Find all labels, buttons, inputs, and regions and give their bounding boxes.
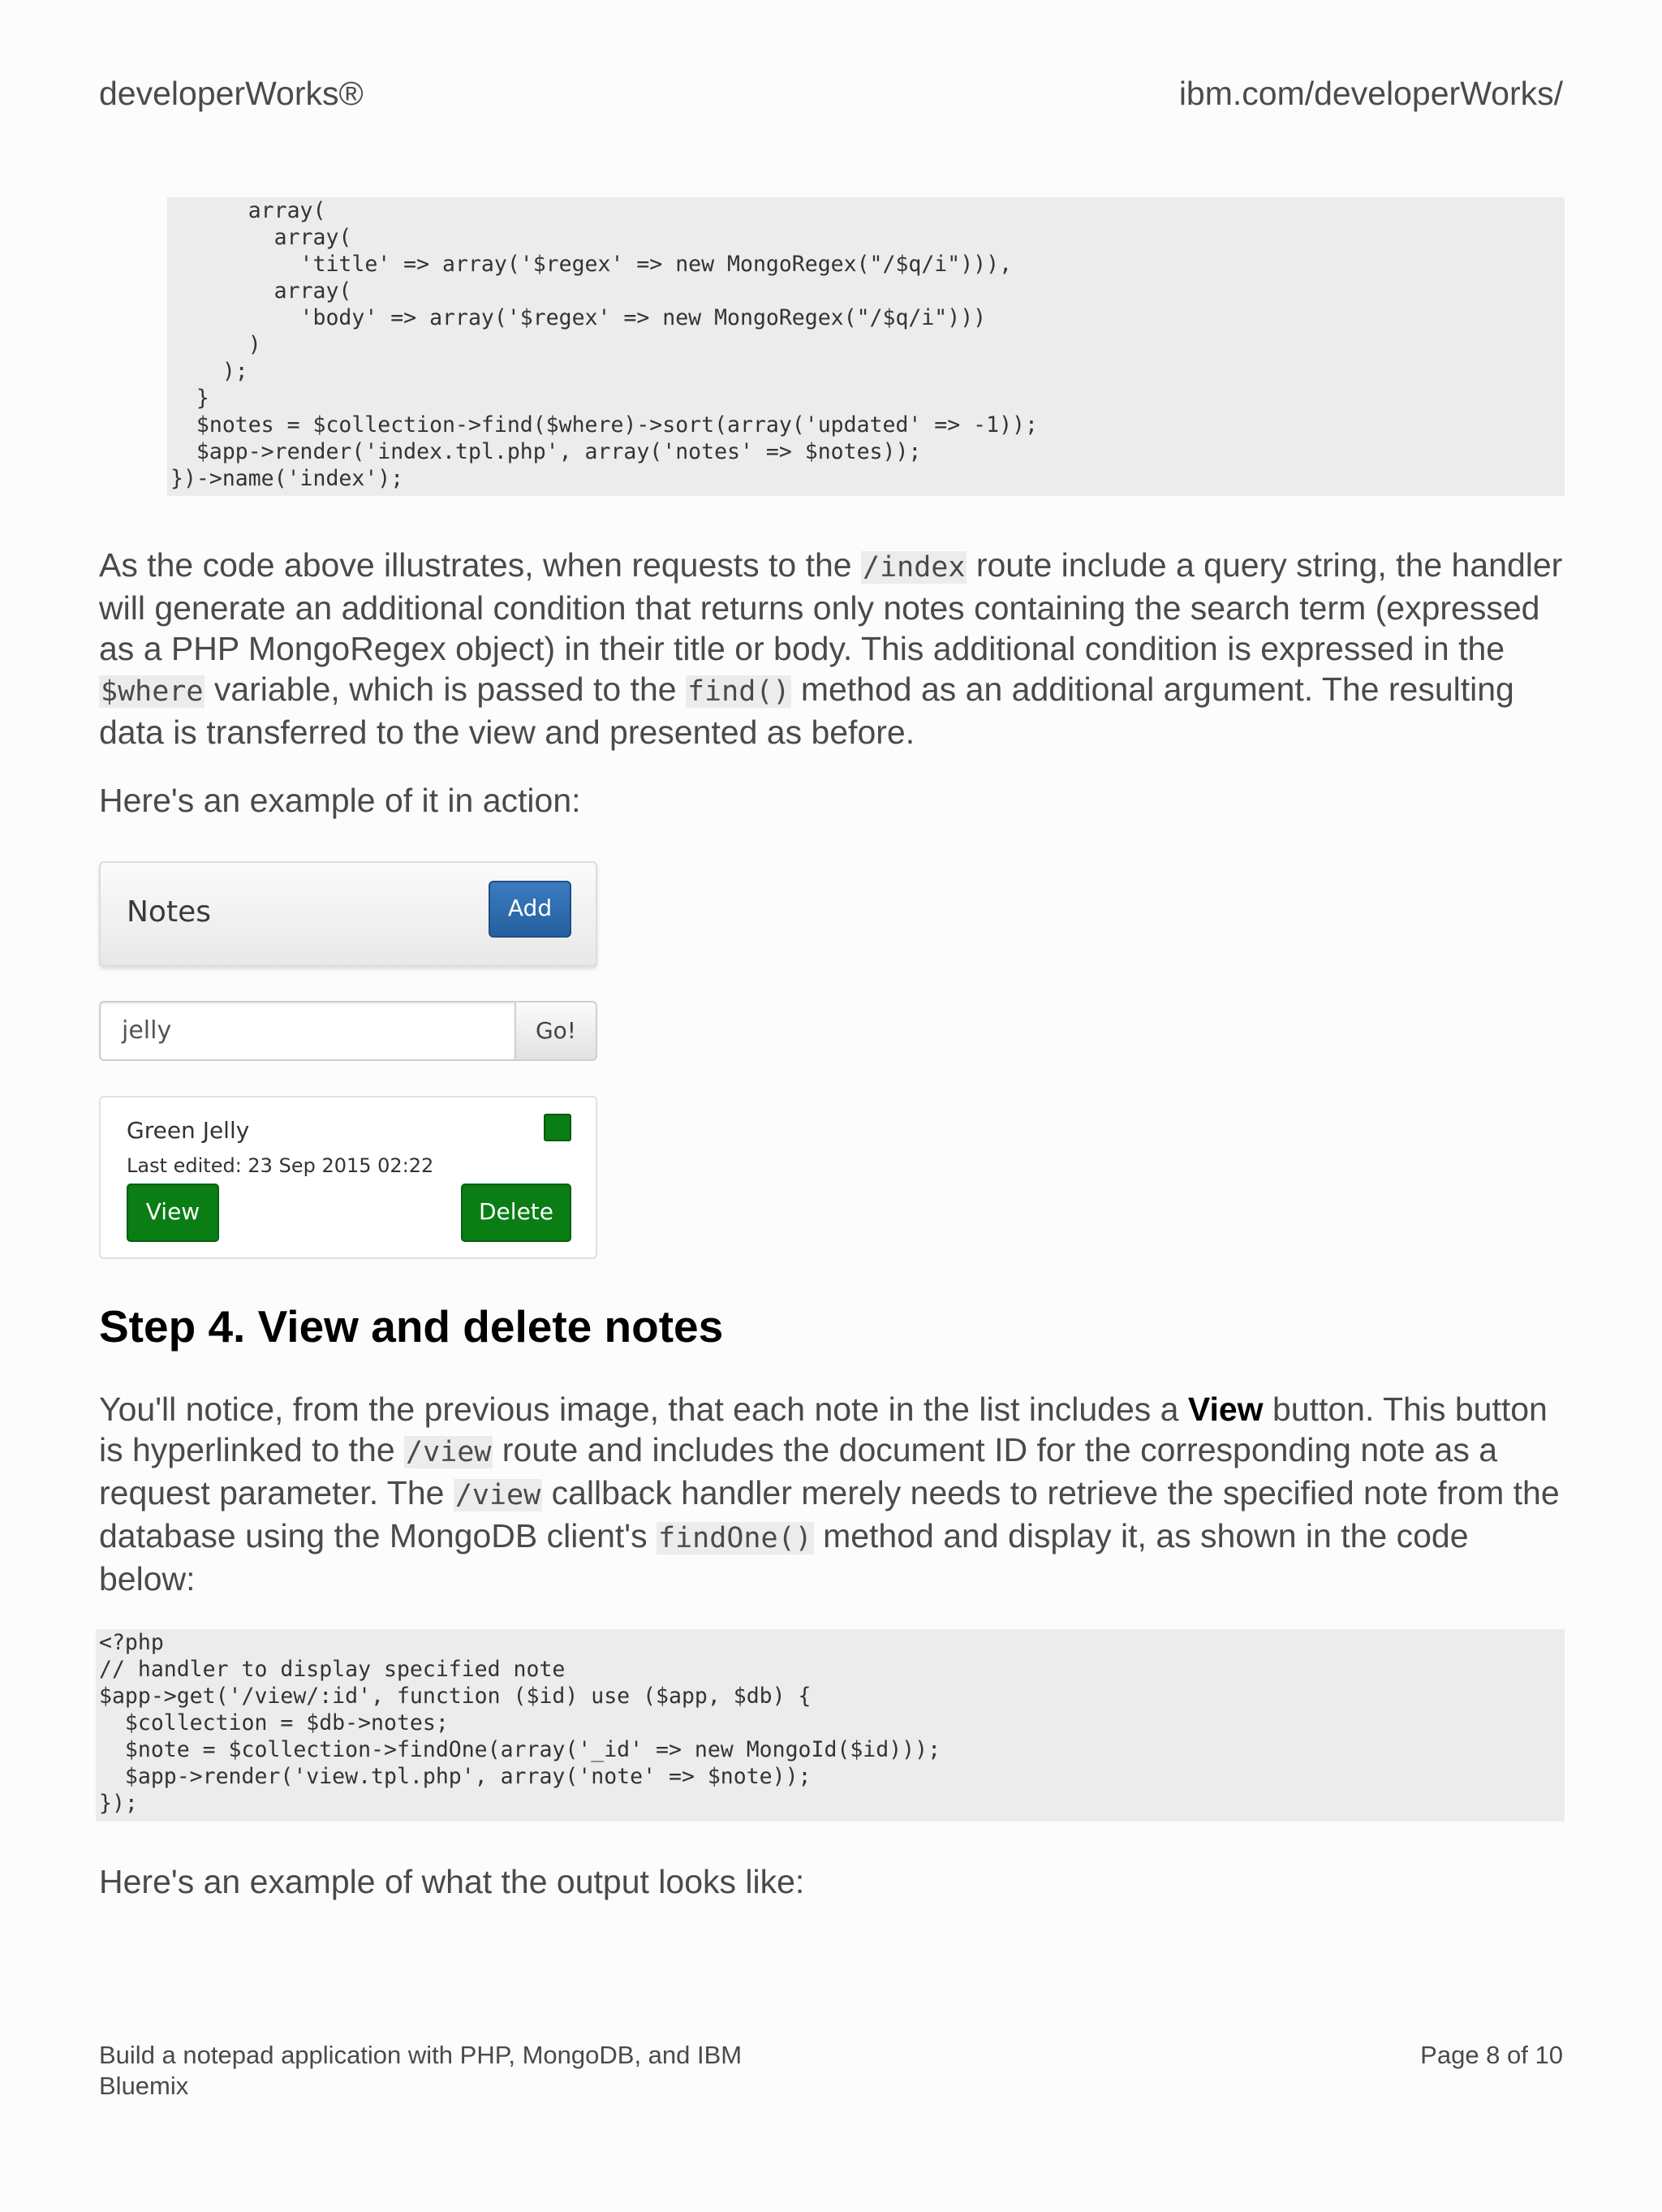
- add-button[interactable]: Add: [489, 881, 571, 938]
- footer-page-number: Page 8 of 10: [1420, 2041, 1563, 2069]
- inline-code-view-callback: /view: [454, 1479, 541, 1511]
- note-title: Green Jelly: [127, 1117, 250, 1144]
- paragraph-view-explanation: You'll notice, from the previous image, that each note in the list includes a View button. This button is hyperlinked to the /view route and includes the document ID for the corresponding note as a request parameter. The /view callback handler merely needs to retrieve the specified note from the database using the MongoDB client's findOne() method and display it, as shown in the code below:: [99, 1391, 1560, 1598]
- app-navbar: [99, 861, 597, 967]
- go-button[interactable]: Go!: [515, 1001, 597, 1061]
- search-input[interactable]: jelly: [99, 1001, 516, 1061]
- inline-code-findone: findOne(): [658, 1522, 812, 1554]
- header-site-name: developerWorks®: [99, 75, 364, 112]
- header-site-url: ibm.com/developerWorks/: [1178, 75, 1563, 112]
- inline-code-where: $where: [101, 675, 204, 708]
- section-heading: Step 4. View and delete notes: [99, 1301, 724, 1352]
- inline-code-index: /index: [863, 551, 966, 584]
- note-color-swatch: [544, 1114, 571, 1141]
- paragraph-example-intro: Here's an example of it in action:: [99, 782, 581, 819]
- paragraph-index-explanation: As the code above illustrates, when requests to the /index route include a query string, the handler will generate an additional condition that returns only notes containing the search term (expressed as a PHP MongoRegex object) in their title or body. This additional condition is expressed in the $where variable, which is passed to the find() method as an additional argument. The resulting data is transferred to the view and presented as before.: [99, 546, 1563, 751]
- app-screenshot: [99, 861, 597, 1259]
- inline-code-find: find(): [687, 675, 790, 708]
- code-block-index-handler: array( array( 'title' => array('$regex' => new MongoRegex("/$q/i"))), array( 'body' => array('$regex' => new MongoRegex("/$q/i"))) ) ); } $notes = $collection->find($where)->sort(array('updated' => -1)); $app->render('index.tpl.php', array('notes' => $notes)); })->name('index');: [167, 197, 1565, 496]
- paragraph-output-intro: Here's an example of what the output looks like:: [99, 1863, 805, 1900]
- note-last-edited: Last edited: 23 Sep 2015 02:22: [127, 1154, 434, 1177]
- delete-button[interactable]: Delete: [461, 1184, 571, 1242]
- view-button[interactable]: View: [127, 1184, 219, 1242]
- app-title: Notes: [127, 895, 211, 929]
- inline-code-view-route: /view: [406, 1436, 492, 1468]
- note-card: [99, 1096, 597, 1259]
- code-block-view-handler: <?php // handler to display specified note $app->get('/view/:id', function ($id) use ($app, $db) { $collection = $db->notes; $note = $collection->findOne(array('_id' => new MongoId($id))); $app->render('view.tpl.php', array('note' => $note)); });: [96, 1629, 1565, 1822]
- footer-title: Build a notepad application with PHP, MongoDB, and IBM Bluemix: [99, 2041, 743, 2100]
- bold-view: View: [1187, 1391, 1264, 1428]
